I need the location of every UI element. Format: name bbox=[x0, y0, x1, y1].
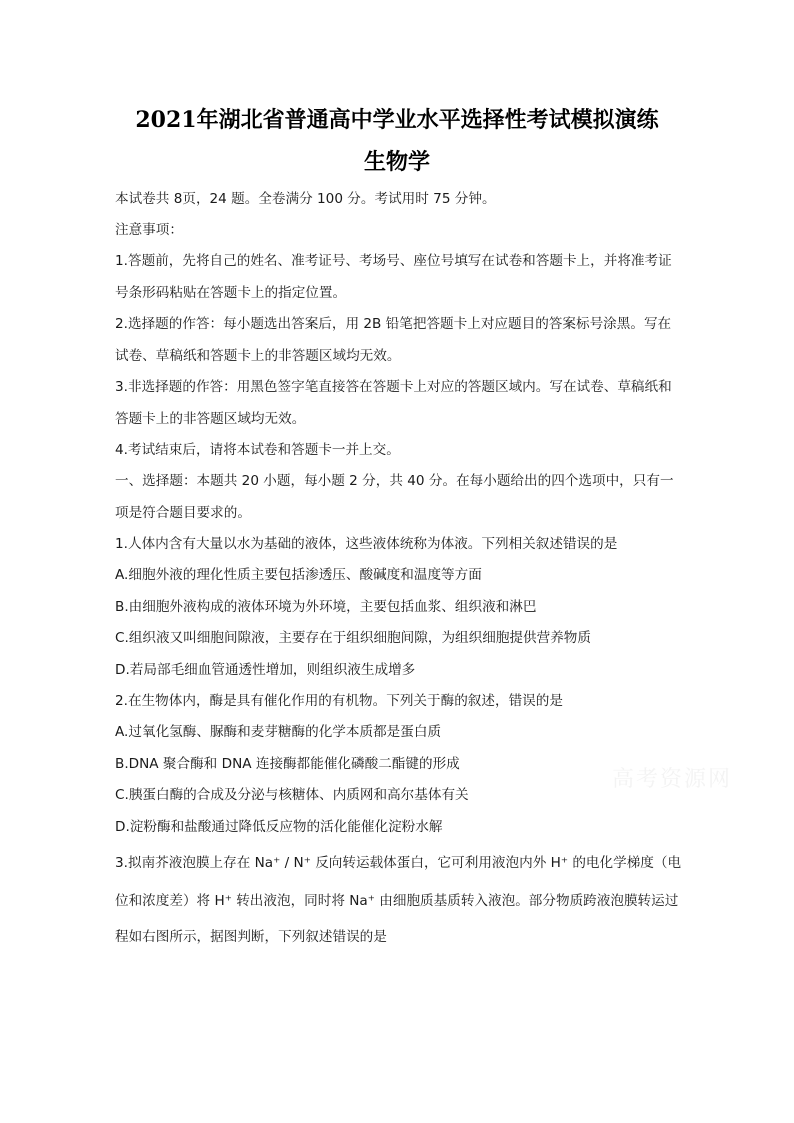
option-d: D.若局部毛细血管通透性增加，则组织液生成增多 bbox=[115, 662, 416, 678]
option-c: C.胰蛋白酶的合成及分泌与核糖体、内质网和高尔基体有关 bbox=[115, 787, 469, 803]
option-a: A.过氧化氢酶、脲酶和麦芽糖酶的化学本质都是蛋白质 bbox=[115, 724, 442, 740]
watermark: 高考资源网 bbox=[612, 767, 733, 792]
exam-subject: 生物学 bbox=[363, 149, 430, 175]
notice-line: 答题卡上的非答题区域均无效。 bbox=[115, 411, 306, 427]
notice-line: 3.非选择题的作答：用黑色签字笔直接答在答题卡上对应的答题区域内。写在试卷、草稿纸和 bbox=[115, 379, 672, 395]
notice-line: 2.选择题的作答：每小题选出答案后，用 2B 铅笔把答题卡上对应题目的答案标号涂黑。写在 bbox=[115, 316, 672, 332]
section-heading: 项是符合题目要求的。 bbox=[115, 505, 251, 521]
question-stem: 位和浓度差）将 H⁺ 转出液泡，同时将 Na⁺ 由细胞质基质转入液泡。部分物质跨液泡膜转运过 bbox=[115, 893, 679, 909]
notice-line: 4.考试结束后，请将本试卷和答题卡一并上交。 bbox=[115, 442, 400, 458]
notice-line: 1.答题前，先将自己的姓名、准考证号、考场号、座位号填写在试卷和答题卡上，并将准考证 bbox=[115, 253, 672, 269]
section-heading: 一、选择题：本题共 20 小题，每小题 2 分，共 40 分。在每小题给出的四个选项中，只有一 bbox=[115, 473, 674, 489]
notice-heading: 注意事项： bbox=[115, 222, 183, 238]
exam-intro: 本试卷共 8页，24 题。全卷满分 100 分。考试用时 75 分钟。 bbox=[115, 191, 496, 207]
question-stem: 程如右图所示，据图判断，下列叙述错误的是 bbox=[115, 929, 387, 945]
notice-line: 号条形码粘贴在答题卡上的指定位置。 bbox=[115, 285, 347, 301]
option-d: D.淀粉酶和盐酸通过降低反应物的活化能催化淀粉水解 bbox=[115, 819, 443, 835]
option-a: A.细胞外液的理化性质主要包括渗透压、酸碱度和温度等方面 bbox=[115, 567, 482, 583]
question-stem: 1.人体内含有大量以水为基础的液体，这些液体统称为体液。下列相关叙述错误的是 bbox=[115, 536, 618, 552]
question-stem: 2.在生物体内，酶是具有催化作用的有机物。下列关于酶的叙述，错误的是 bbox=[115, 693, 563, 709]
option-b: B.DNA 聚合酶和 DNA 连接酶都能催化磷酸二酯键的形成 bbox=[115, 756, 460, 772]
option-c: C.组织液又叫细胞间隙液，主要存在于组织细胞间隙，为组织细胞提供营养物质 bbox=[115, 630, 591, 646]
question-stem: 3.拟南芥液泡膜上存在 Na⁺ / N⁺ 反向转运载体蛋白，它可利用液泡内外 H⁺ 的电化学梯度（电 bbox=[115, 855, 682, 871]
option-b: B.由细胞外液构成的液体环境为外环境，主要包括血浆、组织液和淋巴 bbox=[115, 599, 537, 615]
notice-line: 试卷、草稿纸和答题卡上的非答题区域均无效。 bbox=[115, 348, 401, 364]
exam-title: 2021年湖北省普通高中学业水平选择性考试模拟演练 bbox=[135, 107, 659, 133]
